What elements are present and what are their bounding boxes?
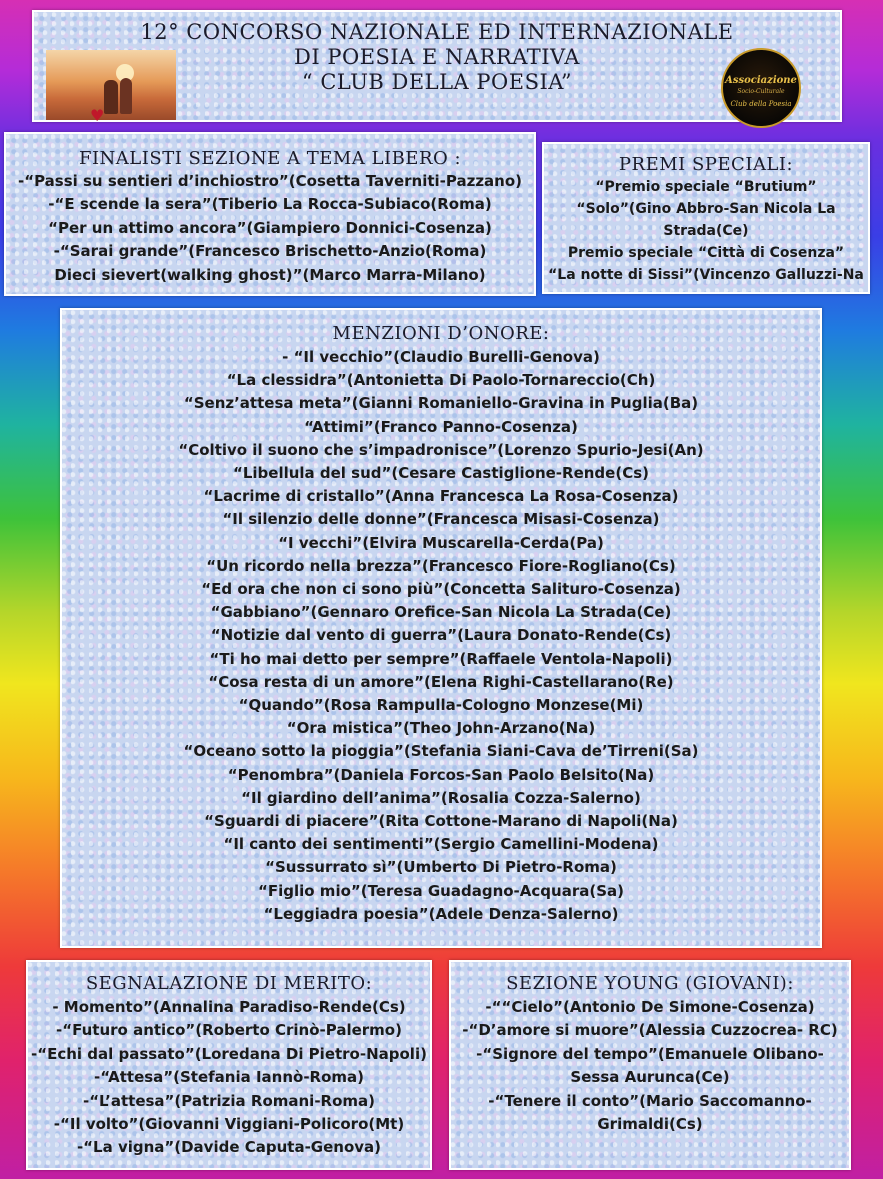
title-line-2: DI POESIA E NARRATIVA <box>294 45 580 69</box>
list-item: “Quando”(Rosa Rampulla-Cologno Monzese(Mi) <box>238 696 644 715</box>
list-item: “Il giardino dell’anima”(Rosalia Cozza-Salerno) <box>241 788 641 807</box>
title-line-1: 12° CONCORSO NAZIONALE ED INTERNAZIONALE <box>140 20 734 44</box>
list-item: “Ed ora che non ci sono più”(Concetta Salituro-Cosenza) <box>201 580 681 599</box>
finalisti-panel <box>4 132 536 296</box>
list-item: “La clessidra”(Antonietta Di Paolo-Tornareccio(Ch) <box>226 371 656 390</box>
list-item: -“Sarai grande”(Francesco Brischetto-Anzio(Roma) <box>53 242 487 261</box>
list-item: “Gabbiano”(Gennaro Orefice-San Nicola La Strada(Ce) <box>210 603 672 622</box>
list-item: Premio speciale “Città di Cosenza” <box>567 245 845 261</box>
list-item: -“Signore del tempo”(Emanuele Olibano- <box>476 1044 824 1063</box>
list-item: “Per un attimo ancora”(Giampiero Donnici-Cosenza) <box>48 218 492 237</box>
menzioni-heading: MENZIONI D’ONORE: <box>332 323 550 344</box>
list-item: -“D’amore si muore”(Alessia Cuzzocrea- RC) <box>462 1021 838 1040</box>
list-item: -“Tenere il conto”(Mario Saccomanno- <box>488 1091 812 1110</box>
list-item: Sessa Aurunca(Ce) <box>570 1068 730 1087</box>
finalisti-heading: FINALISTI SEZIONE A TEMA LIBERO : <box>78 148 462 169</box>
list-item: “Ti ho mai detto per sempre”(Raffaele Ventola-Napoli) <box>209 649 673 668</box>
menzioni-panel <box>60 308 822 948</box>
list-item: -“E scende la sera”(Tiberio La Rocca-Subiaco(Roma) <box>48 195 492 214</box>
list-item: - Momento”(Annalina Paradiso-Rende(Cs) <box>52 998 406 1016</box>
list-item: -“Attesa”(Stefania Iannò-Roma) <box>93 1068 365 1087</box>
logo-bottom-text: Club della Poesia <box>730 100 792 108</box>
list-item: -“Futuro antico”(Roberto Crinò-Palermo) <box>56 1021 402 1040</box>
young-heading: SEZIONE YOUNG (GIOVANI): <box>506 973 794 994</box>
list-item: “Il canto dei sentimenti”(Sergio Camellini-Modena) <box>223 835 659 854</box>
list-item: “I vecchi”(Elvira Muscarella-Cerda(Pa) <box>278 533 604 552</box>
list-item: “Sussurrato sì”(Umberto Di Pietro-Roma) <box>265 858 617 877</box>
list-item: “Cosa resta di un amore”(Elena Righi-Castellarano(Re) <box>208 672 674 691</box>
list-item: “Leggiadra poesia”(Adele Denza-Salerno) <box>263 904 619 923</box>
list-item: -“Echi dal passato”(Loredana Di Pietro-Napoli) <box>31 1044 427 1063</box>
list-item: Grimaldi(Cs) <box>597 1115 703 1134</box>
title-line-3: “ CLUB DELLA POESIA” <box>301 70 573 94</box>
list-item: “Lacrime di cristallo”(Anna Francesca La Rosa-Cosenza) <box>203 487 679 506</box>
segnalazione-heading: SEGNALAZIONE DI MERITO: <box>85 973 373 994</box>
list-item: “Ora mistica”(Theo John-Arzano(Na) <box>286 719 596 738</box>
list-item: “Solo”(Gino Abbro-San Nicola La <box>576 201 836 217</box>
list-item: “Il silenzio delle donne”(Francesca Misasi-Cosenza) <box>222 510 660 529</box>
list-item: -“La vigna”(Davide Caputa-Genova) <box>76 1138 382 1157</box>
list-item: “Attimi”(Franco Panno-Cosenza) <box>304 417 578 436</box>
heart-icon: ♥ <box>90 106 105 125</box>
association-logo <box>721 48 801 128</box>
list-item: “Notizie dal vento di guerra”(Laura Donato-Rende(Cs) <box>210 626 672 645</box>
person-figure <box>104 80 118 114</box>
premi-heading: PREMI SPECIALI: <box>618 154 794 175</box>
list-item: -“L’attesa”(Patrizia Romani-Roma) <box>82 1091 376 1110</box>
list-item: “La notte di Sissi”(Vincenzo Galluzzi-Na <box>548 267 864 283</box>
person-figure <box>120 78 132 114</box>
list-item: “Figlio mio”(Teresa Guadagno-Acquara(Sa) <box>258 881 624 900</box>
list-item: -“Il volto”(Giovanni Viggiani-Policoro(Mt) <box>53 1115 405 1134</box>
beach-couple-photo <box>46 50 176 125</box>
list-item: “Un ricordo nella brezza”(Francesco Fiore-Rogliano(Cs) <box>206 556 676 575</box>
list-item: “Sguardi di piacere”(Rita Cottone-Marano di Napoli(Na) <box>204 812 678 831</box>
list-item: “Libellula del sud”(Cesare Castiglione-Rende(Cs) <box>232 464 649 483</box>
list-item: “Penombra”(Daniela Forcos-San Paolo Belsito(Na) <box>227 765 655 784</box>
list-item: - “Il vecchio”(Claudio Burelli-Genova) <box>282 348 600 366</box>
premi-speciali-panel <box>542 142 870 294</box>
young-panel <box>449 960 851 1170</box>
list-item: Dieci sievert(walking ghost)”(Marco Marra-Milano) <box>54 265 486 284</box>
list-item: “Senz’attesa meta”(Gianni Romaniello-Gravina in Puglia(Ba) <box>183 394 699 413</box>
list-item: Strada(Ce) <box>663 223 749 239</box>
logo-subtext: Socio-Culturale <box>737 88 785 95</box>
list-item: “Coltivo il suono che s’impadronisce”(Lorenzo Spurio-Jesi(An) <box>178 440 704 459</box>
logo-text: Associazione <box>725 75 797 86</box>
list-item: “Oceano sotto la pioggia”(Stefania Siani-Cava de’Tirreni(Sa) <box>183 742 699 761</box>
list-item: -““Cielo”(Antonio De Simone-Cosenza) <box>485 998 815 1016</box>
header-banner <box>32 10 842 125</box>
list-item: “Premio speciale “Brutium” <box>595 179 817 195</box>
list-item: -“Passi su sentieri d’inchiostro”(Cosetta Taverniti-Pazzano) <box>17 172 523 190</box>
segnalazione-panel <box>26 960 432 1170</box>
